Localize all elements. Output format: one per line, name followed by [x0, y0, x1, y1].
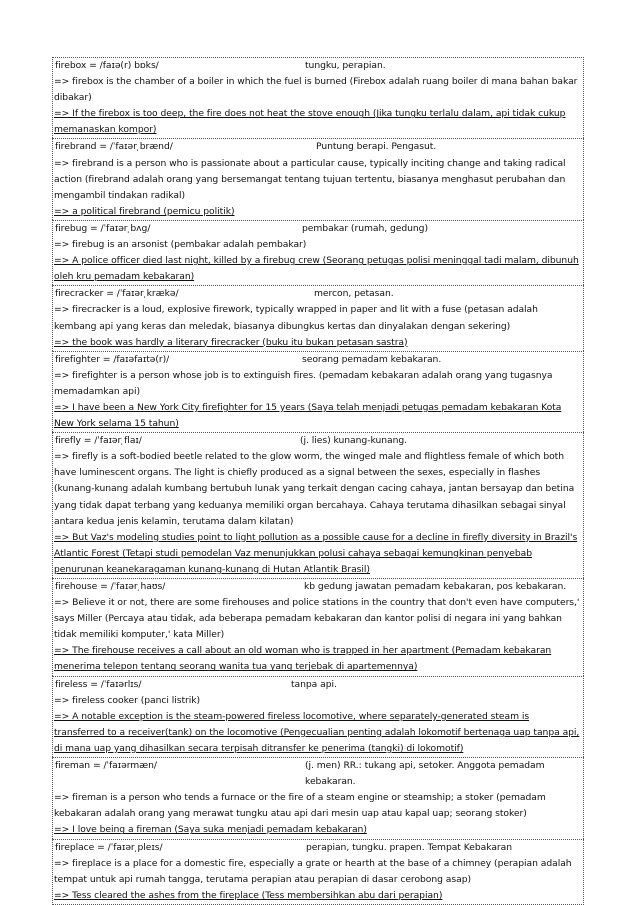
entry-firehouse: [52, 578, 584, 676]
headword: firebrand = /ˈfaɪər ̩brænd/: [55, 141, 173, 153]
definition: => Believe it or not, there are some firehouses and police stations in the country that don't even have computers,' says Miller (Percaya atau tidak, ada beberapa pemadam kebakaran dan kantor polisi di negara ini yang bahkan tidak memiliki komputer,' kata Miller): [54, 597, 580, 641]
meaning: tungku, perapian.: [305, 60, 386, 71]
definition: => fireman is a person who tends a furnace or the fire of a steam engine or steamship; a stoker (pemadam kebakaran adalah orang yang merawat tungku atau api dari mesin uap atau kapal uap; seorang stoker): [54, 792, 546, 820]
meaning: tanpa api.: [291, 678, 337, 690]
meaning: (j. men) RR.: tukang api, setoker. Anggota pemadam kebakaran.: [305, 760, 545, 788]
meaning: (j. lies) kunang-kunang.: [300, 435, 407, 447]
entry-fireman: [52, 757, 584, 838]
entry-firefly: [52, 432, 584, 578]
entry-header: [54, 139, 582, 155]
example: => If the firebox is too deep, the fire does not heat the stove enough (Jika tungku terlalu dalam, api tidak cukup memanaskan kompor): [54, 108, 566, 136]
headword: fireless = /ˈfaɪərlɪs/: [55, 678, 142, 690]
example: => The firehouse receives a call about an old woman who is trapped in her apartment (Pemadam kebakaran menerima telepon tentang seorang wanita tua yang terjebak di apartemennya): [54, 645, 552, 673]
meaning: pembakar (rumah, gedung): [302, 222, 428, 234]
entry-firebug: [52, 220, 584, 285]
entry-fireless: [52, 676, 584, 757]
entry-header: [54, 286, 582, 302]
entry-header: [54, 221, 582, 237]
example: => But Vaz's modeling studies point to light pollution as a possible cause for a decline in firefly diversity in Brazil's Atlantic Forest (Tetapi studi pemodelan Vaz menunjukkan polusi cahaya sebagai kemungkinan penyebab penurunan keanekaragaman kunang-kunang di Hutan Atlantik Brasil): [54, 531, 578, 575]
example: => a political firebrand (pemicu politik): [54, 205, 235, 217]
meaning: kb gedung jawatan pemadam kebakaran, pos kebakaran.: [304, 581, 567, 592]
entry-header: [54, 677, 582, 693]
definition: => firefly is a soft-bodied beetle related to the glow worm, the winged male and flightless female of which both have luminescent organs. The light is chiefly produced as a signal between the sexes, especially in flashes (kunang-kunang adalah kumbang bertubuh lunak yang terkait dengan cacing cahaya, jantan bersayap dan betina yang tidak dapat terbang yang keduanya memiliki organ bercahaya. Cahaya terutama dihasilkan sebagai sinyal antara kedua jenis kelamin, terutama dalam kilatan): [54, 451, 575, 527]
example: => Tess cleared the ashes from the fireplace (Tess membersihkan abu dari perapian): [54, 889, 443, 901]
entry-header: [54, 758, 582, 790]
definition: => fireplace is a place for a domestic fire, especially a grate or hearth at the base of a chimney (perapian adalah tempat untuk api rumah tangga, terutama perapian atau perapian di dasar cerobong asap): [54, 857, 572, 885]
headword: firefly = /ˈfaɪər ̩flaɪ/: [55, 435, 142, 447]
meaning: perapian, tungku. prapen. Tempat Kebakaran: [306, 841, 512, 853]
headword: firebug = /ˈfaɪər ̩bʌg/: [55, 222, 151, 234]
headword: firebox = /faɪə(r) bɒks/: [55, 60, 159, 71]
headword: firecracker = /ˈfaɪər ̩krækə/: [55, 288, 179, 300]
definition: => firecracker is a loud, explosive firework, typically wrapped in paper and lit with a fuse (petasan adalah kembang api yang keras dan meledak, biasanya dibungkus kertas dan dinyalakan dengan sekering): [54, 304, 538, 332]
headword: firehouse = /ˈfaɪər ̩haʊs/: [55, 581, 166, 592]
headword: fireman = /ˈfaɪərmæn/: [55, 760, 157, 772]
definition: => firefighter is a person whose job is to extinguish fires. (pemadam kebakaran adalah orang yang tugasnya memadamkan api): [54, 369, 553, 397]
meaning: seorang pemadam kebakaran.: [302, 353, 442, 365]
definition: => firebox is the chamber of a boiler in which the fuel is burned (Firebox adalah ruang boiler di mana bahan bakar dibakar): [54, 76, 578, 104]
example: => the book was hardly a literary firecracker (buku itu bukan petasan sastra): [54, 336, 408, 348]
entry-header: [54, 433, 582, 449]
entry-firecracker: [52, 285, 584, 350]
headword: fireplace = /ˈfaɪər ̩pleɪs/: [55, 841, 163, 853]
entry-firefighter: [52, 351, 584, 432]
dictionary-list: [52, 57, 584, 905]
definition: => firebug is an arsonist (pembakar adalah pembakar): [54, 239, 307, 251]
entry-firebrand: [52, 138, 584, 219]
entry-header: [54, 58, 582, 74]
definition: => fireless cooker (panci listrik): [54, 694, 201, 706]
example: => A police officer died last night, killed by a firebug crew (Seorang petugas polisi meninggal tadi malam, dibunuh oleh kru pemadam kebakaran): [54, 255, 579, 283]
definition: => firebrand is a person who is passionate about a particular cause, typically inciting change and taking radical action (firebrand adalah orang yang bersemangat tentang tujuan tertentu, biasanya menghasut perubahan dan mengambil tindakan radikal): [54, 157, 566, 201]
headword: firefighter = /faɪəfaɪtə(r)/: [55, 353, 170, 365]
example: => A notable exception is the steam-powered fireless locomotive, where separately-generated steam is transferred to a receiver(tank) on the locomotive (Pengecualian penting adalah lokomotif bertenaga uap tanpa api, di mana uap yang dihasilkan secara terpisah ditransfer ke penerima (tangki) di lokomotif): [54, 710, 580, 754]
entry-header: [54, 840, 582, 856]
meaning: Puntung berapi. Pengasut.: [316, 141, 437, 153]
entry-header: [54, 579, 582, 595]
meaning: mercon, petasan.: [314, 288, 394, 300]
example: => I love being a fireman (Saya suka menjadi pemadam kebakaran): [54, 824, 367, 836]
entry-firebox: [52, 57, 584, 138]
entry-header: [54, 352, 582, 368]
example: => I have been a New York City firefighter for 15 years (Saya telah menjadi petugas pemadam kebakaran Kota New York selama 15 tahun): [54, 401, 562, 430]
entry-fireplace: [52, 839, 584, 905]
